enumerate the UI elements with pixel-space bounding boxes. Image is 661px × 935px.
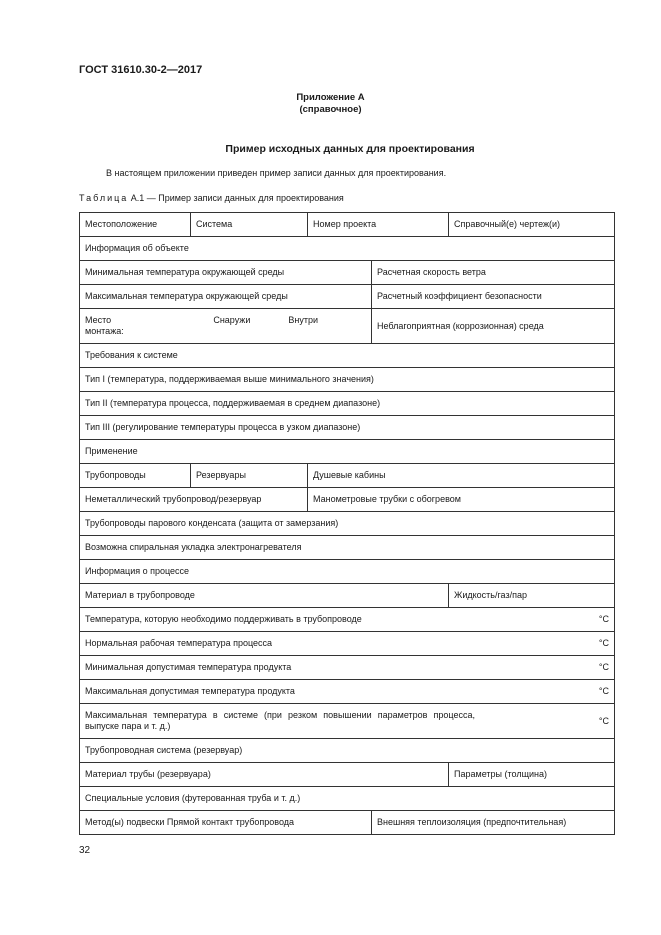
cell-temp-min-product <box>80 656 615 680</box>
table-caption <box>79 193 344 203</box>
table-row <box>80 763 615 787</box>
cell-object-info: Информация об объекте <box>80 237 615 261</box>
cell-steam-condensate: Трубопроводы парового конденсата (защита от замерзания) <box>80 512 615 536</box>
cell-safety-factor: Расчетный коэффициент безопасности <box>372 285 615 309</box>
unit-celsius: °С <box>598 614 610 624</box>
unit-celsius: °С <box>598 686 610 696</box>
cell-tube-material: Материал трубы (резервуара) <box>80 763 449 787</box>
cell-type3: Тип III (регулирование температуры процесса в узком диапазоне) <box>80 416 615 440</box>
temp-normal-label: Нормальная рабочая температура процесса <box>85 638 273 648</box>
cell-suspension: Метод(ы) подвески Прямой контакт трубопровода <box>80 811 372 835</box>
cell-nonmetal: Неметаллический трубопровод/резервуар <box>80 488 308 512</box>
cell-temp-keep <box>80 608 615 632</box>
table-row <box>80 309 615 344</box>
table-row <box>80 285 615 309</box>
cell-project-number: Номер проекта <box>308 213 449 237</box>
table-row <box>80 739 615 763</box>
appendix-title: Приложение А <box>296 92 365 103</box>
cell-system: Система <box>191 213 308 237</box>
table-row <box>80 368 615 392</box>
caption-prefix: Таблица <box>79 193 129 203</box>
option-outside: Снаружи <box>213 315 251 325</box>
cell-temp-max-product <box>80 680 615 704</box>
cell-pipe-material: Материал в трубопроводе <box>80 584 449 608</box>
table-row <box>80 261 615 285</box>
temp-min-product-label: Минимальная допустимая температура продукта <box>85 662 292 672</box>
table-row <box>80 213 615 237</box>
cell-location: Местоположение <box>80 213 191 237</box>
table-row <box>80 440 615 464</box>
table-row <box>80 237 615 261</box>
intro-paragraph: В настоящем приложении приведен пример записи данных для проектирования. <box>106 168 447 178</box>
document-code: ГОСТ 31610.30-2—2017 <box>79 64 203 76</box>
temp-max-system-label: Максимальная температура в системе (при резком повышении параметров процесса, выпуске пара и т. д.) <box>85 710 475 731</box>
cell-mount-place <box>80 309 372 344</box>
table-row <box>80 560 615 584</box>
table-row <box>80 608 615 632</box>
table-row <box>80 536 615 560</box>
cell-process-info: Информация о процессе <box>80 560 615 584</box>
unit-celsius: °С <box>598 638 610 648</box>
cell-pipelines: Трубопроводы <box>80 464 191 488</box>
table-row <box>80 680 615 704</box>
temp-keep-label: Температура, которую необходимо поддерживать в трубопроводе <box>85 614 362 624</box>
cell-type2: Тип II (температура процесса, поддерживаемая в среднем диапазоне) <box>80 392 615 416</box>
table-row <box>80 488 615 512</box>
cell-spiral: Возможна спиральная укладка электронагревателя <box>80 536 615 560</box>
appendix-subtitle: (справочное) <box>299 104 362 115</box>
design-data-table <box>79 212 615 835</box>
cell-insulation: Внешняя теплоизоляция (предпочтительная) <box>372 811 615 835</box>
table-row <box>80 392 615 416</box>
cell-phase: Жидкость/газ/пар <box>449 584 615 608</box>
cell-sys-req: Требования к системе <box>80 344 615 368</box>
table-row <box>80 811 615 835</box>
cell-drawings: Справочный(е) чертеж(и) <box>449 213 615 237</box>
cell-manometer: Манометровые трубки с обогревом <box>308 488 615 512</box>
mount-place-label: Место монтажа: <box>85 315 124 336</box>
unit-celsius: °С <box>598 715 610 726</box>
cell-min-env-temp: Минимальная температура окружающей среды <box>80 261 372 285</box>
table-row <box>80 512 615 536</box>
caption-text: А.1 — Пример записи данных для проектирования <box>128 193 344 203</box>
option-inside: Внутри <box>288 315 318 325</box>
table-row <box>80 656 615 680</box>
table-row <box>80 416 615 440</box>
cell-type1: Тип I (температура, поддерживаемая выше минимального значения) <box>80 368 615 392</box>
table-row <box>80 584 615 608</box>
cell-corrosive-env: Неблагоприятная (коррозионная) среда <box>372 309 615 344</box>
cell-application: Применение <box>80 440 615 464</box>
table-row <box>80 632 615 656</box>
temp-max-product-label: Максимальная допустимая температура продукта <box>85 686 295 696</box>
cell-pipe-system: Трубопроводная система (резервуар) <box>80 739 615 763</box>
page-number: 32 <box>79 845 91 856</box>
table-row <box>80 704 615 739</box>
cell-temp-max-system <box>80 704 615 739</box>
cell-wind-speed: Расчетная скорость ветра <box>372 261 615 285</box>
cell-temp-normal <box>80 632 615 656</box>
cell-showers: Душевые кабины <box>308 464 615 488</box>
table-row <box>80 344 615 368</box>
cell-max-env-temp: Максимальная температура окружающей среды <box>80 285 372 309</box>
unit-celsius: °С <box>598 662 610 672</box>
cell-special: Специальные условия (футерованная труба и т. д.) <box>80 787 615 811</box>
cell-params: Параметры (толщина) <box>449 763 615 787</box>
section-title: Пример исходных данных для проектирования <box>225 143 475 155</box>
cell-tanks: Резервуары <box>191 464 308 488</box>
table-row <box>80 464 615 488</box>
table-row <box>80 787 615 811</box>
